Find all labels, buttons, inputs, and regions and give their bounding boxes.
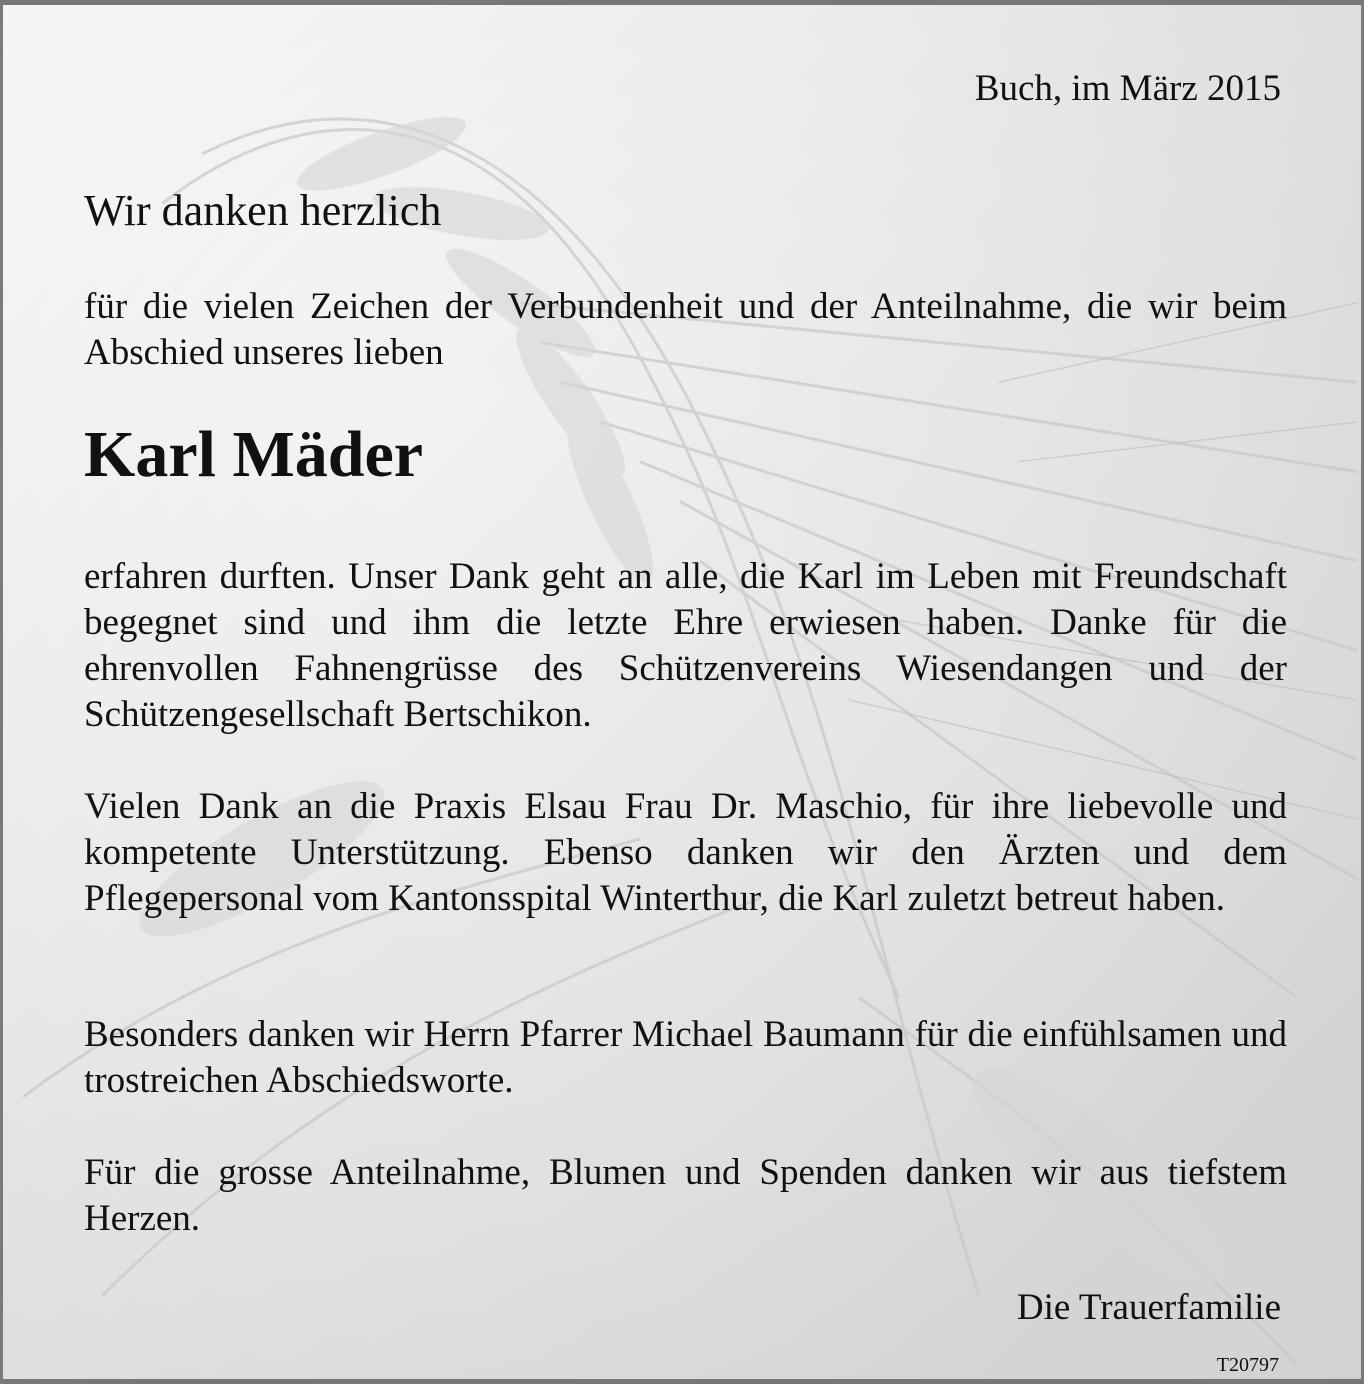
reference-code: T20797: [1216, 1354, 1279, 1376]
date-line: Buch, im März 2015: [974, 68, 1281, 109]
thanks-paragraph-4: Für die grosse Anteilnahme, Blumen und Spenden danken wir aus tiefstem Herzen.: [84, 1152, 1287, 1239]
notice-heading: Wir danken herzlich: [84, 186, 442, 235]
thanks-paragraph-3: Besonders danken wir Herrn Pfarrer Michael Baumann für die einfühlsamen und trostreichen Abschiedsworte.: [84, 1014, 1287, 1101]
intro-paragraph: für die vielen Zeichen der Verbundenheit und der Anteilnahme, die wir beim Abschied unseres lieben: [84, 286, 1287, 373]
deceased-name: Karl Mäder: [84, 418, 424, 491]
thanks-paragraph-2: Vielen Dank an die Praxis Elsau Frau Dr. Maschio, für ihre liebevolle und kompetente Unterstützung. Ebenso danken wir den Ärzten und dem Pflegepersonal vom Kantonsspital Winterthur, die Karl zuletzt betreut haben.: [84, 786, 1287, 919]
thanks-paragraph-1: erfahren durften. Unser Dank geht an alle, die Karl im Leben mit Freundschaft begegnet sind und ihm die letzte Ehre erwiesen haben. Danke für die ehrenvollen Fahnengrüsse des Schützenvereins Wiesendangen und der Schützengesellschaft Bertschikon.: [84, 556, 1287, 735]
notice-content: [3, 5, 1361, 1379]
signature: Die Trauerfamilie: [1016, 1287, 1281, 1328]
